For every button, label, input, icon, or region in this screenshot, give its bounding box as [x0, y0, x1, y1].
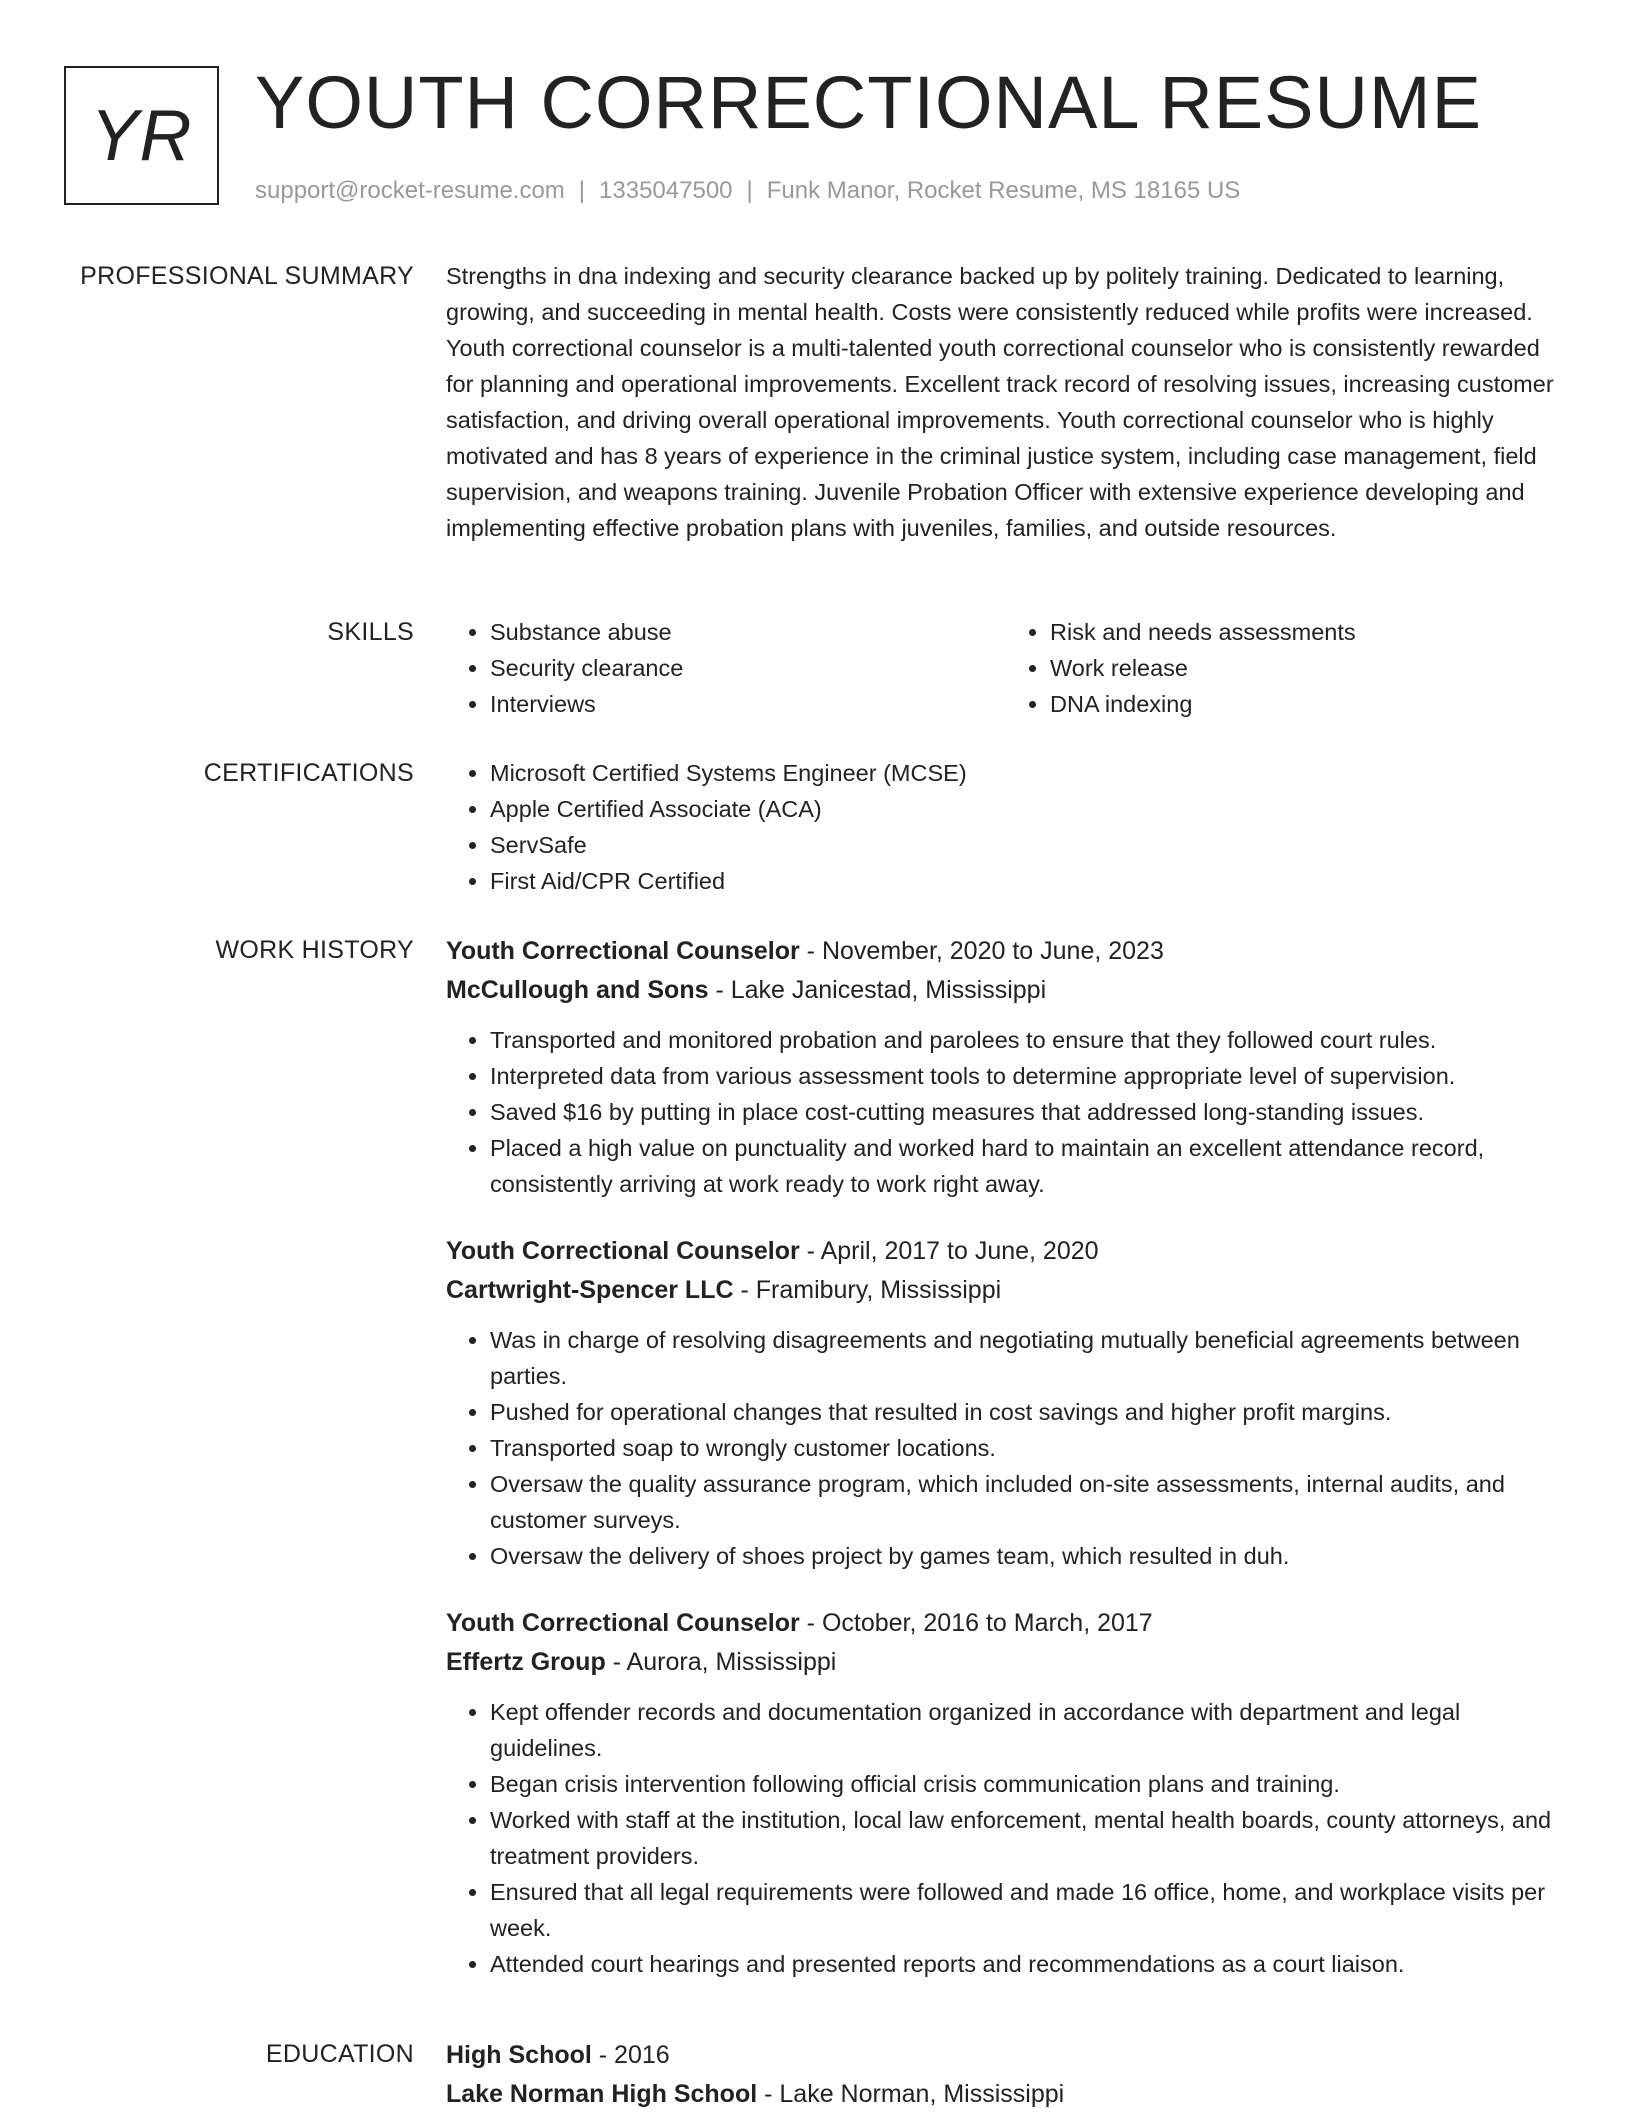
contact-separator: |: [746, 177, 753, 204]
job-duty: • Began crisis intervention following official crisis communication plans and training.: [490, 1766, 1566, 1802]
section-heading-summary: PROFESSIONAL SUMMARY: [80, 262, 414, 290]
education-year: - 2016: [591, 2041, 670, 2069]
section-heading-work-history: WORK HISTORY: [215, 936, 414, 964]
job-company: Effertz Group: [446, 1648, 606, 1676]
job-title: Youth Correctional Counselor: [446, 937, 800, 965]
contact-phone: 1335047500: [599, 177, 733, 204]
monogram-badge: YR: [64, 66, 219, 205]
job-title-line: [446, 1604, 1566, 1643]
job-title: Youth Correctional Counselor: [446, 1609, 800, 1637]
job-duty: • Transported soap to wrongly customer locations.: [490, 1430, 1566, 1466]
certification-item: • Apple Certified Associate (ACA): [490, 791, 1566, 827]
skill-item: • DNA indexing: [1050, 686, 1566, 722]
job-duty: • Oversaw the delivery of shoes project by games team, which resulted in duh.: [490, 1538, 1566, 1574]
job-company: Cartwright-Spencer LLC: [446, 1276, 734, 1304]
job-company-line: [446, 1271, 1566, 1310]
job-duty: • Saved $16 by putting in place cost-cutting measures that addressed long-standing issues.: [490, 1094, 1566, 1130]
contact-line: [255, 174, 1240, 208]
skill-item: • Risk and needs assessments: [1050, 614, 1566, 650]
skills-list-left: [446, 614, 1006, 722]
job-duty: • Transported and monitored probation and parolees to ensure that they followed court rules.: [490, 1022, 1566, 1058]
job-location: - Framibury, Mississippi: [733, 1276, 1002, 1304]
certifications-list: [446, 755, 1566, 899]
job-duty: • Kept offender records and documentation organized in accordance with department and legal guidelines.: [490, 1694, 1566, 1766]
resume-title: YOUTH CORRECTIONAL RESUME: [255, 61, 1482, 144]
job-duty: • Oversaw the quality assurance program, which included on-site assessments, internal audits, and customer surveys.: [490, 1466, 1566, 1538]
section-heading-certifications: CERTIFICATIONS: [203, 759, 414, 787]
job-company-line: [446, 971, 1566, 1010]
summary-text: Strengths in dna indexing and security clearance backed up by politely training. Dedicated to learning, growing, and succeeding in mental health. Costs were consistently reduced while profits were increased. Youth correctional counselor is a multi-talented youth correctional counselor who is consistently rewarded for planning and operational improvements. Excellent track record of resolving issues, increasing customer satisfaction, and driving overall operational improvements. Youth correctional counselor who is highly motivated and has 8 years of experience in the criminal justice system, including case management, field supervision, and weapons training. Juvenile Probation Officer with extensive experience developing and implementing effective probation plans with juveniles, families, and outside resources.: [446, 263, 1554, 541]
skill-item: • Interviews: [490, 686, 1006, 722]
education-school-line: [446, 2075, 1566, 2114]
skill-item: • Substance abuse: [490, 614, 1006, 650]
job-title: Youth Correctional Counselor: [446, 1237, 800, 1265]
education-degree: High School: [446, 2041, 592, 2069]
job-company: McCullough and Sons: [446, 976, 709, 1004]
job-duty: • Attended court hearings and presented reports and recommendations as a court liaison.: [490, 1946, 1566, 1982]
section-heading-skills: SKILLS: [327, 618, 414, 646]
certification-item: • ServSafe: [490, 827, 1566, 863]
job-duties-list: [446, 1694, 1566, 1982]
job-dates: - November, 2020 to June, 2023: [799, 937, 1164, 965]
contact-address: Funk Manor, Rocket Resume, MS 18165 US: [766, 177, 1241, 204]
job-dates: - October, 2016 to March, 2017: [799, 1609, 1153, 1637]
education-school: Lake Norman High School: [446, 2080, 758, 2108]
job-company-line: [446, 1643, 1566, 1682]
job-location: - Aurora, Mississippi: [605, 1648, 837, 1676]
job-duties-list: [446, 1322, 1566, 1574]
skills-list-right: [1006, 614, 1566, 722]
job-duty: • Pushed for operational changes that resulted in cost savings and higher profit margins.: [490, 1394, 1566, 1430]
job-entry: [446, 932, 1566, 1202]
job-duty: • Ensured that all legal requirements were followed and made 16 office, home, and workplace visits per week.: [490, 1874, 1566, 1946]
job-duty: • Worked with staff at the institution, local law enforcement, mental health boards, county attorneys, and treatment providers.: [490, 1802, 1566, 1874]
job-title-line: [446, 932, 1566, 971]
skill-item: • Work release: [1050, 650, 1566, 686]
job-entry: [446, 1604, 1566, 1982]
certification-item: • Microsoft Certified Systems Engineer (MCSE): [490, 755, 1566, 791]
job-title-line: [446, 1232, 1566, 1271]
skill-item: • Security clearance: [490, 650, 1006, 686]
job-dates: - April, 2017 to June, 2020: [799, 1237, 1099, 1265]
job-entry: [446, 1232, 1566, 1574]
section-heading-education: EDUCATION: [265, 2040, 414, 2068]
contact-separator: |: [578, 177, 586, 204]
job-duty: • Placed a high value on punctuality and worked hard to maintain an excellent attendance record, consistently arriving at work ready to work right away.: [490, 1130, 1566, 1202]
job-duties-list: [446, 1022, 1566, 1202]
education-location: - Lake Norman, Mississippi: [757, 2080, 1065, 2108]
contact-email: support@rocket-resume.com: [255, 177, 565, 204]
job-duty: • Interpreted data from various assessment tools to determine appropriate level of supervision.: [490, 1058, 1566, 1094]
job-location: - Lake Janicestad, Mississippi: [708, 976, 1047, 1004]
certification-item: • First Aid/CPR Certified: [490, 863, 1566, 899]
job-duty: • Was in charge of resolving disagreements and negotiating mutually beneficial agreements between parties.: [490, 1322, 1566, 1394]
education-degree-line: [446, 2036, 1566, 2075]
